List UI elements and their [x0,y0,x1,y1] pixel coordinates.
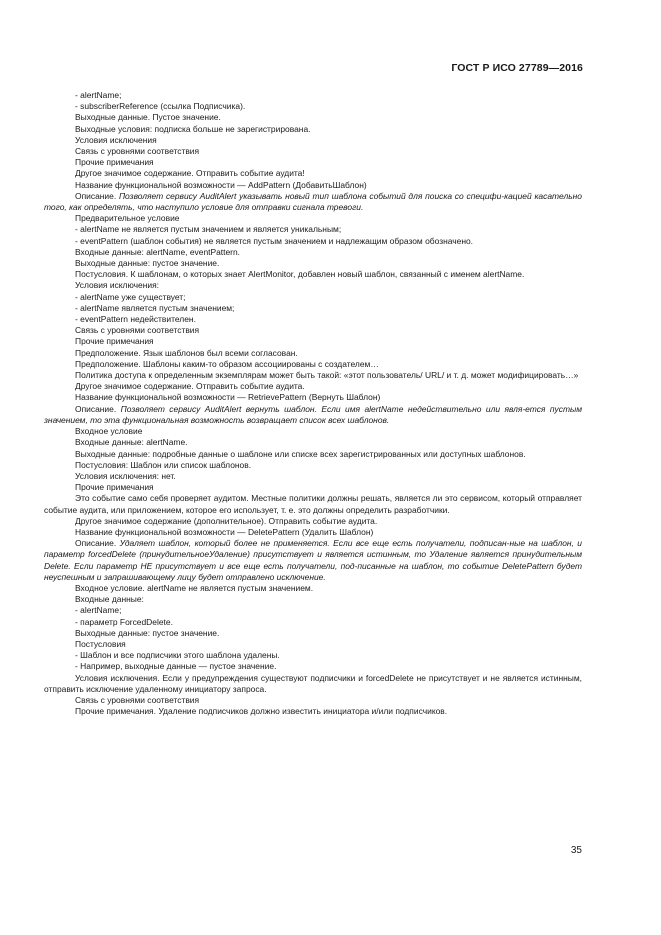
list-item: - eventPattern (шаблон события) не является пустым значением и надлежащим образом обозначено. [75,235,474,246]
paragraph: Связь с уровнями соответствия [75,146,200,157]
paragraph: Условия исключения. Если у предупреждения существуют подписчики и forcedDelete не присутствует и не является истинным, отправить исключение удаленному инициатору запроса. [44,672,582,694]
list-item: - eventPattern недействителен. [75,314,196,325]
paragraph: Условия исключения [75,134,157,145]
paragraph: Условия исключения: нет. [75,470,176,481]
paragraph: Прочие примечания [75,336,154,347]
list-item: - Шаблон и все подписчики этого шаблона удалены. [75,650,280,661]
paragraph: Это событие само себя проверяет аудитом. Местные политики должны решать, является ли это сервисом, который отправляет событие аудита, или приложением, которое его использует, т. е. это должны определить разработчики. [44,493,582,515]
description-paragraph [44,538,582,583]
paragraph: Связь с уровнями соответствия [75,325,200,336]
paragraph: Предположение. Язык шаблонов был всеми согласован. [75,347,298,358]
paragraph: Условия исключения: [75,280,159,291]
paragraph: Входное условие. alertName не является пустым значением. [75,582,314,593]
standard-header: ГОСТ Р ИСО 27789—2016 [451,62,583,74]
function-title: Название функциональной возможности — DeletePattern (Удалить Шаблон) [75,526,374,537]
paragraph: Входные данные: [75,594,144,605]
page-number: 35 [570,845,582,856]
paragraph: Входные данные: alertName, eventPattern. [75,246,241,257]
paragraph: Политика доступа к определенным экземплярам может быть такой: «этот пользователь/ URL/ и т. д. может модифицировать…» [75,370,579,381]
paragraph: Прочие примечания. Удаление подписчиков должно известить инициатора и/или подписчиков. [75,706,448,717]
paragraph: Входное условие [75,426,143,437]
paragraph: Другое значимое содержание. Отправить событие аудита. [75,381,305,392]
paragraph: Выходные условия: подписка больше не зарегистрирована. [75,123,311,134]
function-title: Название функциональной возможности — AddPattern (ДобавитьШаблон) [75,179,367,190]
list-item: - alertName; [75,605,122,616]
description-label: Описание. [75,190,119,201]
paragraph: Выходные данные. Пустое значение. [75,112,221,123]
paragraph: Предварительное условие [75,213,180,224]
function-title: Название функциональной возможности — RetrievePattern (Вернуть Шаблон) [75,392,381,403]
paragraph: Постусловия: Шаблон или список шаблонов. [75,459,252,470]
paragraph: Входные данные: alertName. [75,437,188,448]
list-item: - параметр ForcedDelete. [75,616,173,627]
description-paragraph [44,404,582,426]
paragraph: Другое значимое содержание (дополнительное). Отправить событие аудита. [75,515,378,526]
paragraph: Связь с уровнями соответствия [75,694,200,705]
list-item: - alertName является пустым значением; [75,302,235,313]
paragraph: Другое значимое содержание. Отправить событие аудита! [75,168,305,179]
list-item: - alertName; [75,90,122,100]
description-label: Описание. [75,403,121,414]
paragraph: Выходные данные: пустое значение. [75,258,220,269]
list-item: - Например, выходные данные — пустое значение. [75,661,277,672]
description-paragraph [44,191,582,213]
description-label: Описание. [75,538,120,549]
paragraph: Постусловия [75,638,126,649]
description-text: Позволяет сервису AuditAlert вернуть шаблон. Если имя alertName недействительно или явля-ется пустым значением, то эта функциональная возможность возвращает список всех шаблонов. [44,403,582,425]
list-item: - alertName уже существует; [75,291,186,302]
list-item: - subscriberReference (ссылка Подписчика). [75,101,246,112]
description-text: Позволяет сервису AuditAlert указывать новый тип шаблона событий для поиска со специфи-кацией касательно того, как определять, что наступило условие для отправки сигнала тревоги. [44,190,583,213]
paragraph: Прочие примечания [75,482,154,493]
list-item: - alertName не является пустым значением и является уникальным; [75,224,342,235]
body-text [44,90,582,717]
paragraph: Выходные данные: пустое значение. [75,627,220,638]
description-text: Удаляет шаблон, который более не применяется. Если все еще есть получатели, подписан-ные на шаблон, и параметр forcedDelete (принудительноеУдаление) присутствует и является истинным, то Удаление является принудительным Delete. Если параметр НЕ присутствует и все еще есть получатели, под-писанные на шаблон, то событие DeletePattern будет неуспешным и запрашивающему лицу будет отправлено исключение. [44,538,583,582]
paragraph: Предположение. Шаблоны каким-то образом ассоциированы с создателем… [75,358,379,369]
paragraph: Прочие примечания [75,157,154,168]
paragraph: Выходные данные: подробные данные о шаблоне или списке всех зарегистрированных или доступных шаблонов. [75,448,526,459]
paragraph: Постусловия. К шаблонам, о которых знает AlertMonitor, добавлен новый шаблон, связанный с именем alertName. [75,269,525,280]
